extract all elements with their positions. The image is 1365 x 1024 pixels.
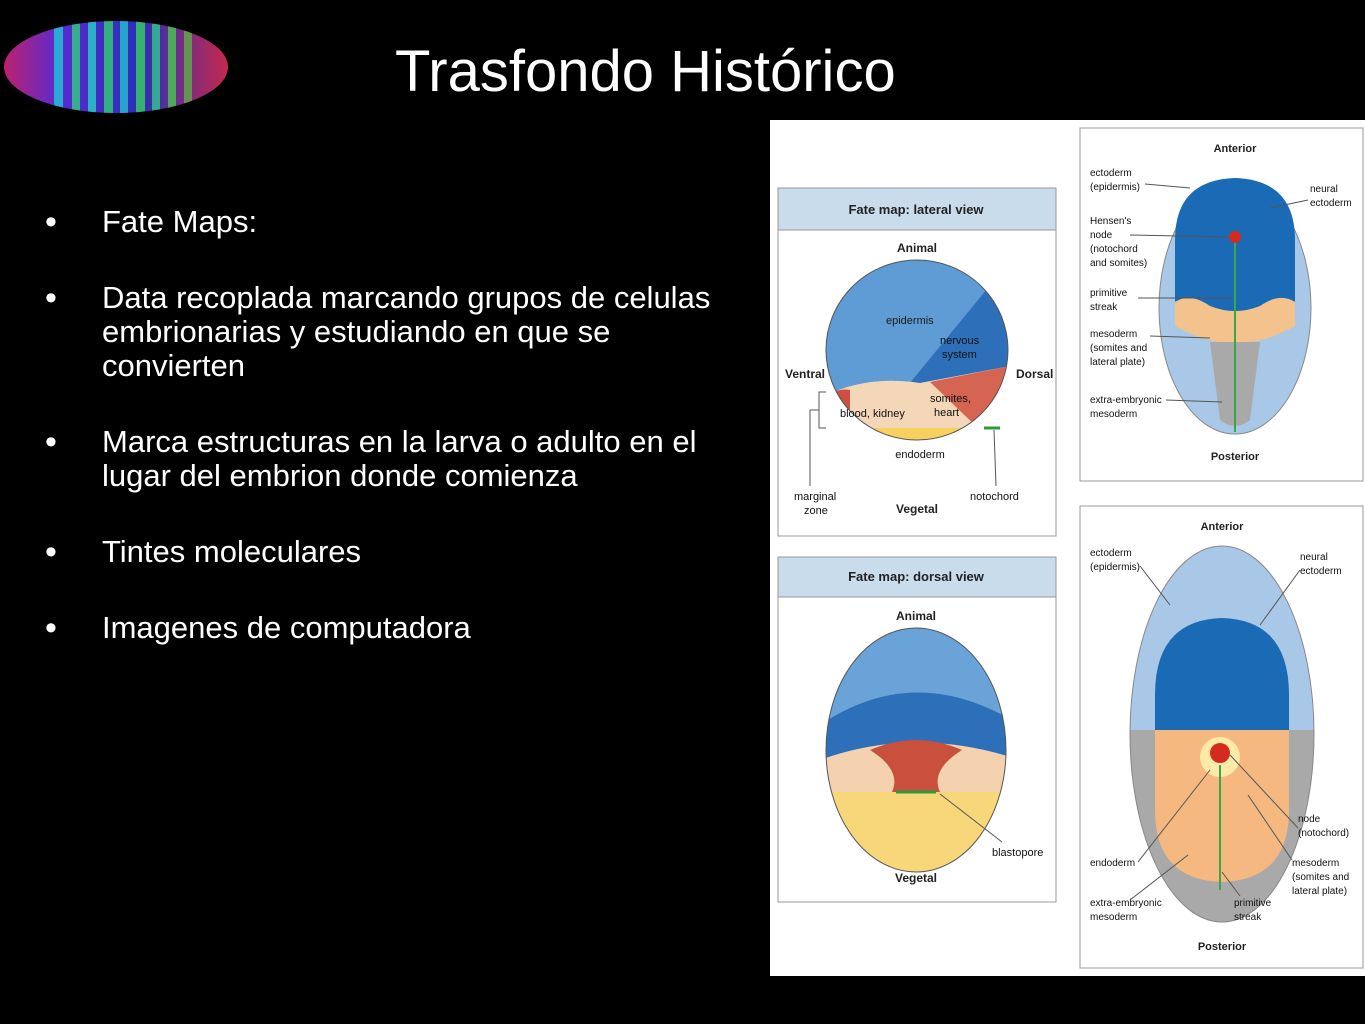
- lateral-dorsal-label: Dorsal: [1016, 367, 1054, 381]
- chick-top-primitive-2: streak: [1090, 302, 1118, 313]
- chick-bottom-neural-1: neural: [1300, 552, 1328, 563]
- chick-top-primitive-1: primitive: [1090, 288, 1128, 299]
- bullet-dot: •: [45, 609, 57, 647]
- chick-bottom-extra-1: extra-embryonic: [1090, 898, 1162, 909]
- chick-top-extra-2: mesoderm: [1090, 409, 1138, 420]
- bullet-text: Tintes moleculares: [102, 534, 362, 569]
- bullet-dot: •: [45, 423, 57, 461]
- chick-bottom-anterior: Anterior: [1200, 521, 1244, 533]
- lateral-nervous-1: nervous: [940, 335, 980, 347]
- lateral-ventral-label: Ventral: [785, 367, 826, 381]
- chick-bottom-node-1: node: [1298, 814, 1321, 825]
- bullet-dot: •: [45, 533, 57, 571]
- dorsal-view-panel: [778, 557, 1056, 902]
- chick-bottom-posterior: Posterior: [1197, 941, 1247, 953]
- lateral-nervous-2: system: [942, 349, 977, 361]
- dorsal-vegetal-label: Vegetal: [894, 871, 938, 885]
- bullet-text: Fate Maps:: [102, 204, 258, 239]
- chick-top-posterior: Posterior: [1210, 451, 1260, 463]
- fate-map-figure: [770, 120, 1365, 976]
- chick-top-ectoderm-2: (epidermis): [1090, 182, 1141, 193]
- chick-top-neural-1: neural: [1310, 184, 1338, 195]
- chick-top-mesoderm-1: mesoderm: [1090, 329, 1138, 340]
- chick-top-mesoderm-2: (somites and: [1090, 343, 1148, 354]
- chick-top-extra-1: extra-embryonic: [1090, 395, 1162, 406]
- lateral-notochord: notochord: [970, 491, 1019, 503]
- chick-bottom-mesoderm-2: (somites and: [1292, 872, 1350, 883]
- lateral-epidermis: epidermis: [886, 315, 934, 327]
- lateral-marginal-2: zone: [804, 505, 828, 517]
- chick-top-hensen-4: and somites): [1090, 258, 1148, 269]
- bullet-item: [45, 535, 735, 569]
- lateral-marginal-1: marginal: [794, 491, 837, 503]
- lateral-somites-2: heart: [934, 407, 960, 419]
- lateral-header: Fate map: lateral view: [848, 202, 984, 217]
- lateral-somites-1: somites,: [930, 393, 971, 405]
- chick-bottom-primitive-2: streak: [1234, 912, 1262, 923]
- slide-title: Trasfondo Histórico: [395, 39, 896, 104]
- bullet-text: Marca estructuras en la larva o adulto en el lugar del embrion donde comienza: [102, 424, 697, 493]
- bullet-item: [45, 281, 735, 383]
- embryo-stripes-image: [2, 18, 230, 116]
- bullet-dot: •: [45, 203, 57, 241]
- chick-bottom-mesoderm-3: lateral plate): [1292, 886, 1348, 897]
- lateral-vegetal-label: Vegetal: [895, 502, 939, 516]
- chick-bottom-mesoderm-1: mesoderm: [1292, 858, 1340, 869]
- lateral-blood: blood, kidney: [840, 408, 905, 420]
- chick-bottom-ectoderm-1: ectoderm: [1090, 548, 1132, 559]
- lateral-endoderm: endoderm: [895, 449, 945, 461]
- dorsal-animal-label: Animal: [895, 609, 937, 623]
- chick-bottom-endoderm: endoderm: [1090, 858, 1136, 869]
- chick-bottom-primitive-1: primitive: [1234, 898, 1272, 909]
- bullet-list: [45, 205, 735, 687]
- chick-node-panel: [1080, 506, 1363, 968]
- bullet-text: Imagenes de computadora: [102, 610, 471, 645]
- chick-top-hensen-3: (notochord: [1090, 244, 1138, 255]
- chick-top-hensen-2: node: [1090, 230, 1113, 241]
- chick-top-mesoderm-3: lateral plate): [1090, 357, 1146, 368]
- dorsal-header: Fate map: dorsal view: [848, 569, 984, 584]
- bullet-item: [45, 425, 735, 493]
- bullet-item: [45, 611, 735, 645]
- chick-bottom-ectoderm-2: (epidermis): [1090, 562, 1141, 573]
- chick-top-anterior: Anterior: [1213, 143, 1257, 155]
- chick-bottom-neural-2: ectoderm: [1300, 566, 1342, 577]
- bullet-text: Data recoplada marcando grupos de celulas embrionarias y estudiando en que se convierten: [102, 280, 711, 383]
- chick-top-hensen-1: Hensen's: [1090, 216, 1132, 227]
- chick-primitive-streak-panel: [1080, 128, 1363, 481]
- lateral-animal-label: Animal: [896, 241, 938, 255]
- chick-top-ectoderm-1: ectoderm: [1090, 168, 1132, 179]
- dorsal-blastopore: blastopore: [992, 847, 1044, 859]
- bullet-item: [45, 205, 735, 239]
- chick-bottom-extra-2: mesoderm: [1090, 912, 1138, 923]
- chick-top-neural-2: ectoderm: [1310, 198, 1352, 209]
- bullet-dot: •: [45, 279, 57, 317]
- lateral-view-panel: [778, 188, 1056, 536]
- chick-bottom-node-2: (notochord): [1298, 828, 1350, 839]
